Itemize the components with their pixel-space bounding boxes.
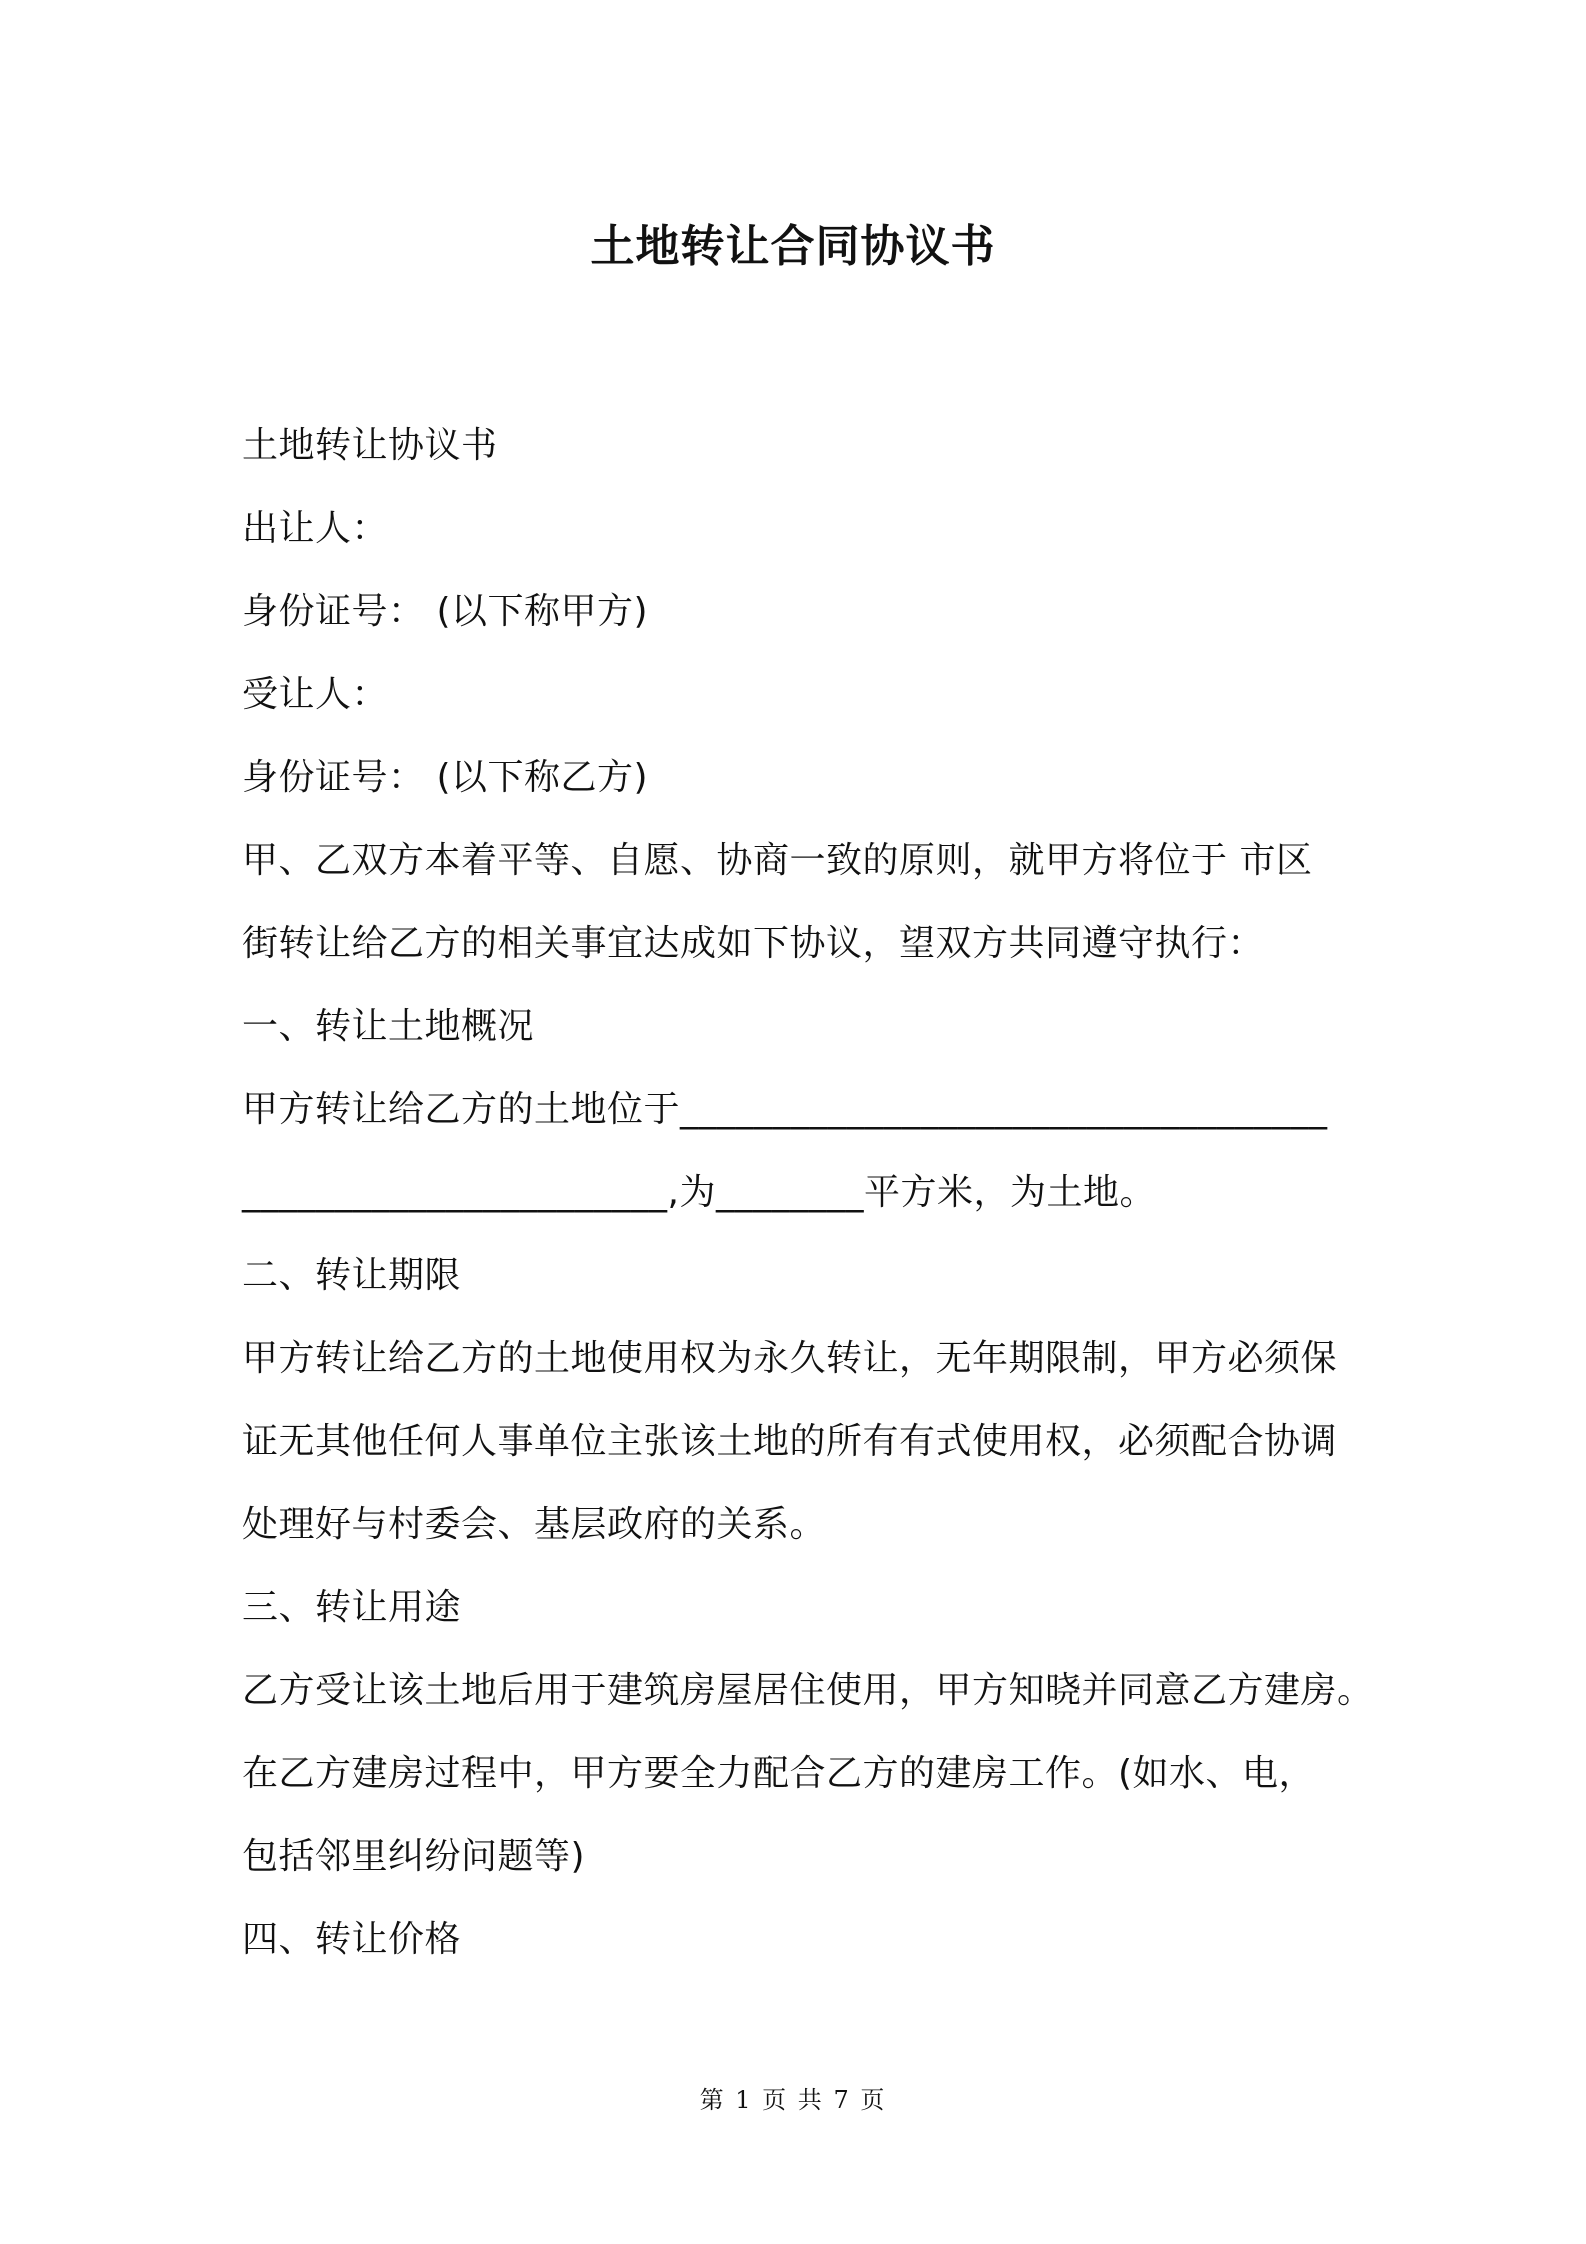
section-heading-2: 二、转让期限 bbox=[242, 1255, 462, 1296]
line-usage-3: 包括邻里纠纷问题等) bbox=[242, 1836, 586, 1877]
page-number: 第 1 页 共 7 页 bbox=[699, 2086, 887, 2114]
line-term-1: 甲方转让给乙方的土地使用权为永久转让，无年期限制，甲方必须保 bbox=[242, 1338, 1338, 1379]
document-body bbox=[242, 404, 1374, 1981]
line-subtitle: 土地转让协议书 bbox=[242, 425, 498, 466]
line-usage-1: 乙方受让该土地后用于建筑房屋居住使用，甲方知晓并同意乙方建房。 bbox=[242, 1670, 1374, 1711]
line-term-2: 证无其他任何人事单位主张该土地的所有有式使用权，必须配合协调 bbox=[242, 1421, 1338, 1462]
document-title: 土地转让合同协议书 bbox=[590, 221, 996, 272]
line-land-area: _______________________,为________平方米，为土地。 bbox=[242, 1172, 1156, 1213]
line-transferor-id: 身份证号： (以下称甲方) bbox=[242, 591, 649, 632]
section-heading-1: 一、转让土地概况 bbox=[242, 1006, 535, 1047]
line-usage-2: 在乙方建房过程中，甲方要全力配合乙方的建房工作。(如水、电， bbox=[242, 1753, 1316, 1794]
line-land-location: 甲方转让给乙方的土地位于___________________________________ bbox=[242, 1089, 1328, 1130]
line-transferee-id: 身份证号： (以下称乙方) bbox=[242, 757, 649, 798]
line-preamble-2: 街转让给乙方的相关事宜达成如下协议，望双方共同遵守执行： bbox=[242, 923, 1265, 964]
line-term-3: 处理好与村委会、基层政府的关系。 bbox=[242, 1504, 827, 1545]
line-transferee: 受让人： bbox=[242, 674, 389, 715]
line-transferor: 出让人： bbox=[242, 508, 389, 549]
line-preamble-1: 甲、乙双方本着平等、自愿、协商一致的原则，就甲方将位于 市区 bbox=[242, 840, 1313, 881]
section-heading-3: 三、转让用途 bbox=[242, 1587, 462, 1628]
section-heading-4: 四、转让价格 bbox=[242, 1919, 462, 1960]
